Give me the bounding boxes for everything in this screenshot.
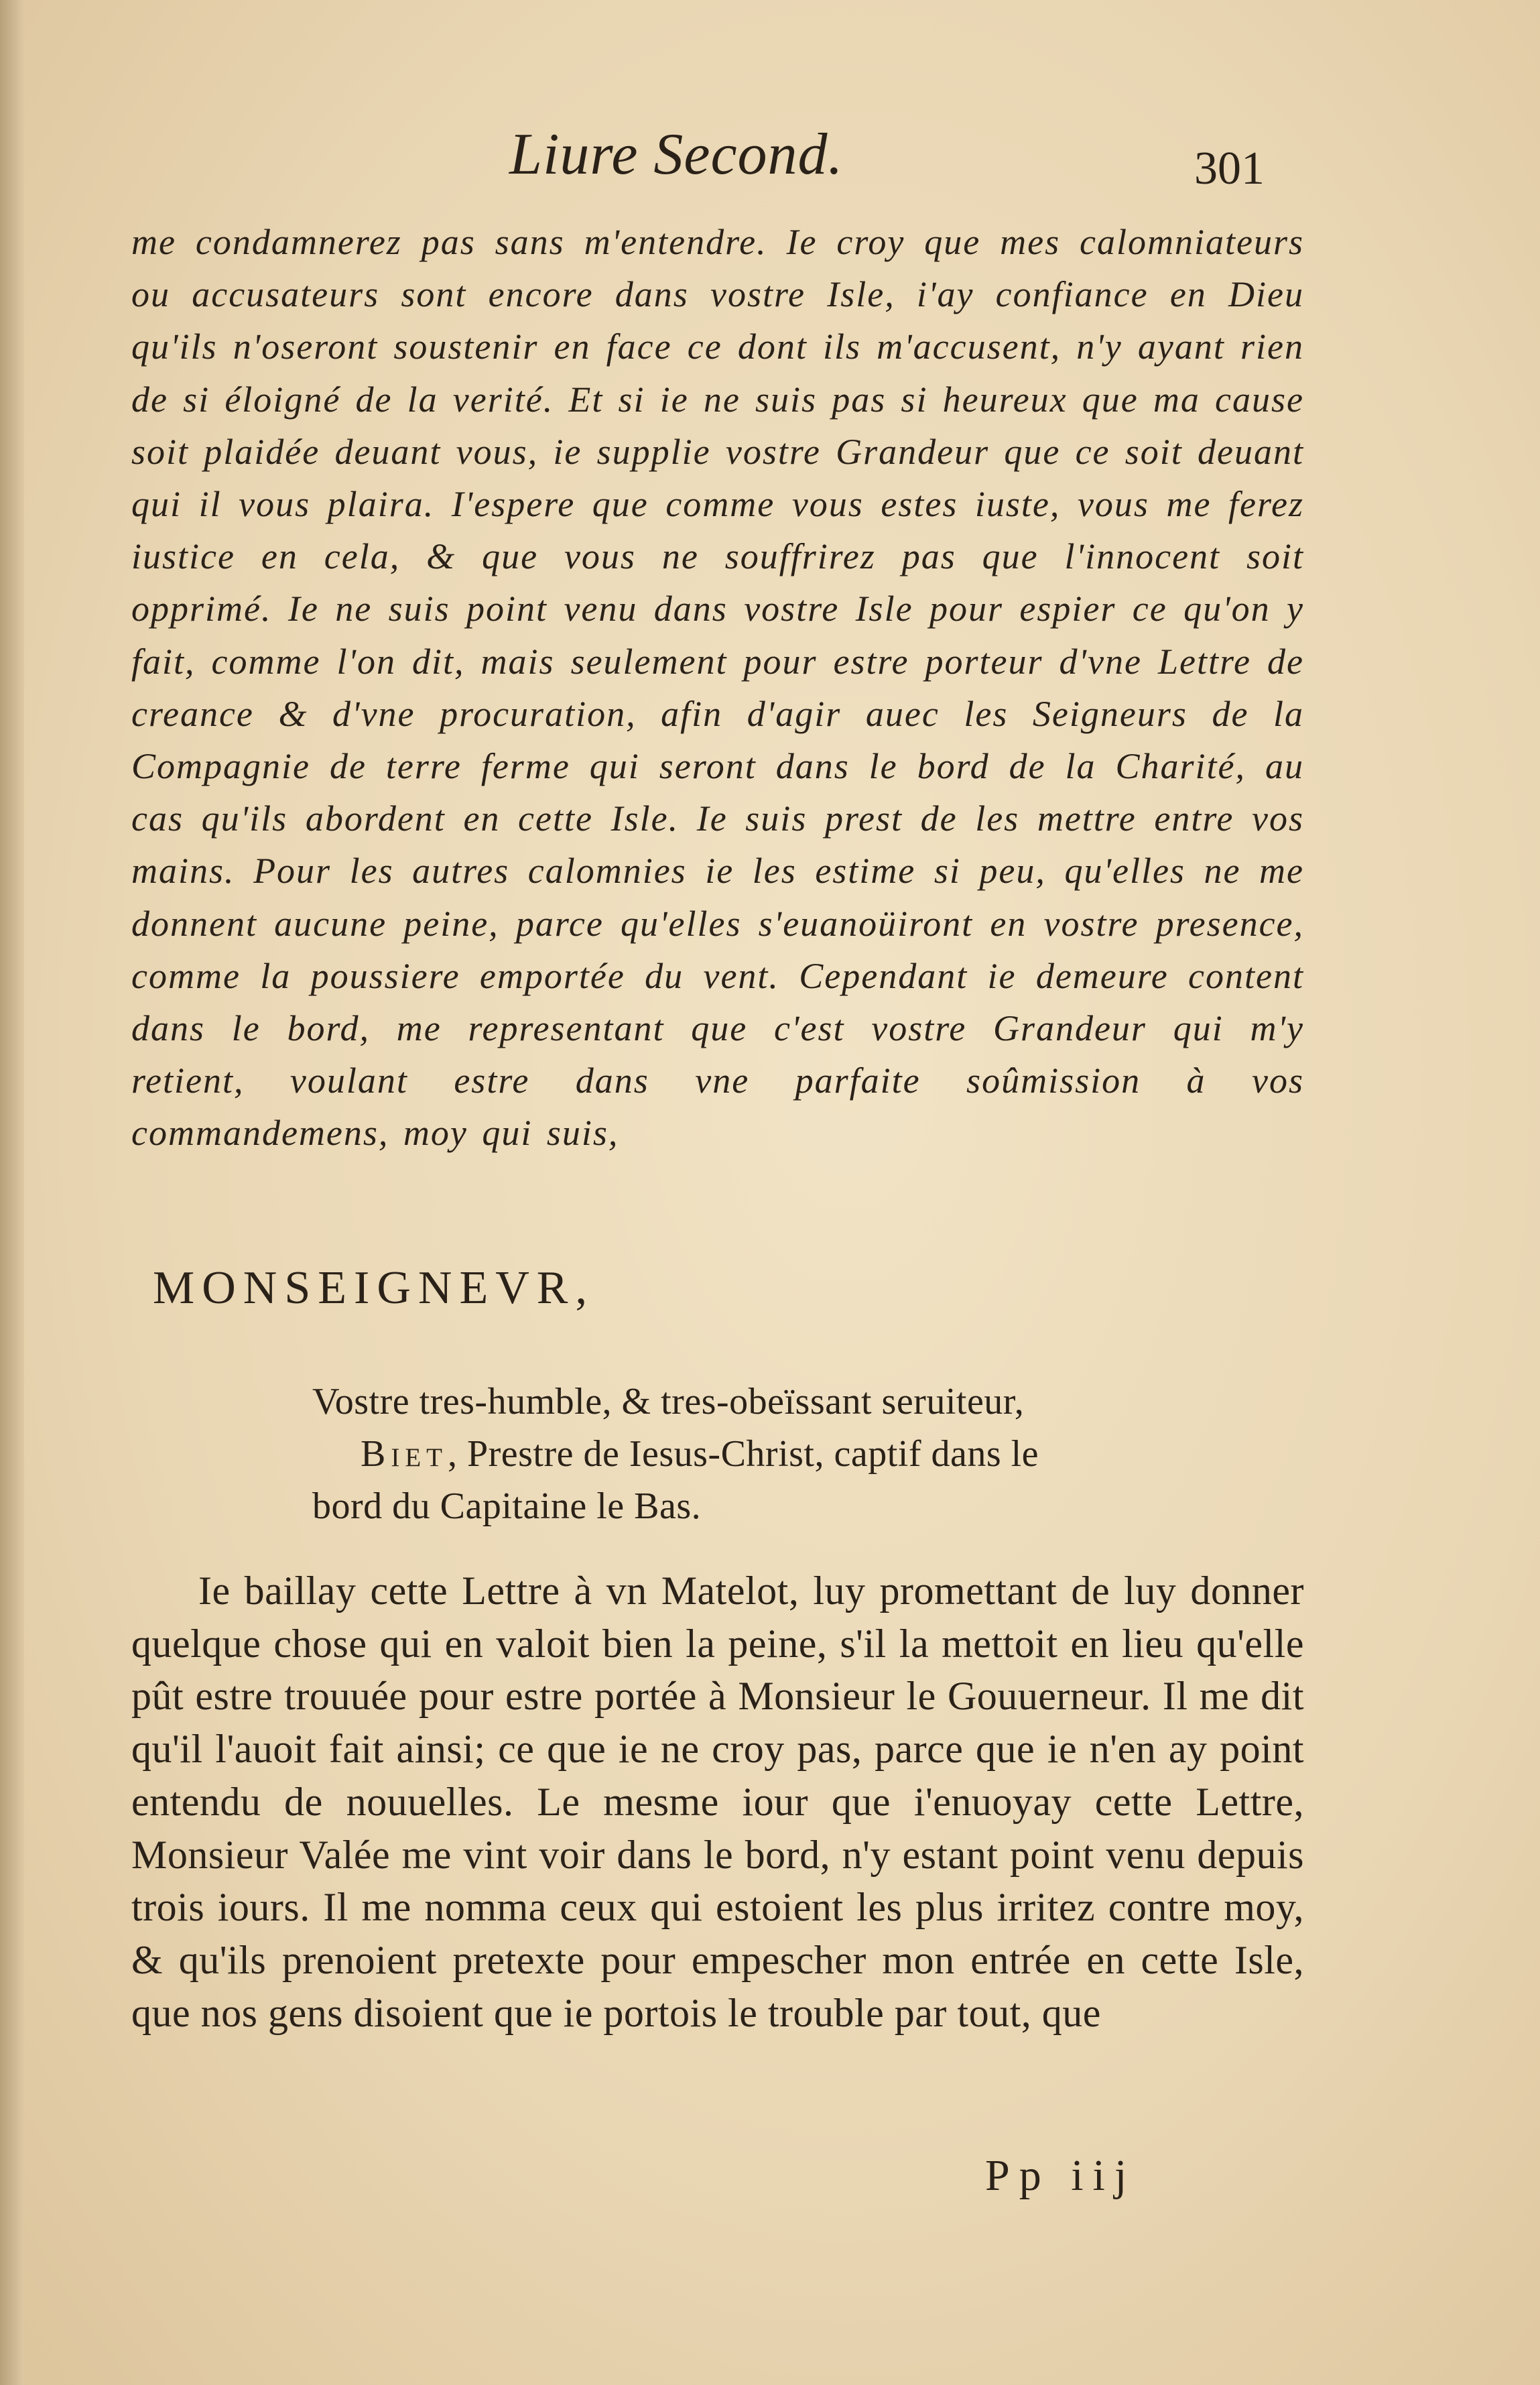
narrative-paragraph xyxy=(131,1565,1304,2039)
signature-title: , Prestre de Iesus-Christ, captif dans le xyxy=(447,1433,1039,1475)
running-head: Liure Second. xyxy=(509,122,844,187)
letter-body: me condamnerez pas sans m'entendre. Ie croy que mes calomniateurs ou accusateurs sont encore dans vostre Isle, i'ay confiance en Dieu qu'ils n'oseront soustenir en face ce dont ils m'accusent, n'y ayant rien de si éloigné de la verité. Et si ie ne suis pas si heureux que ma cause soit plaidée deuant vous, ie supplie vostre Grandeur que ce soit deuant qui il vous plaira. I'espere que comme vous estes iuste, vous me ferez iustice en cela, & que vous ne souffrirez pas que l'innocent soit opprimé. Ie ne suis point venu dans vostre Isle pour espier ce qu'on y fait, comme l'on dit, mais seulement pour estre porteur d'vne Lettre de creance & d'vne procuration, afin d'agir auec les Seigneurs de la Compagnie de terre ferme qui seront dans le bord de la Charité, au cas qu'ils abordent en cette Isle. Ie suis prest de les mettre entre vos mains. Pour les autres calomnies ie les estime si peu, qu'elles ne me donnent aucune peine, parce qu'elles s'euanoüiront en vostre presence, comme la poussiere emportée du vent. Cependant ie demeure content dans le bord, me representant que c'est vostre Grandeur qui m'y retient, voulant estre dans vne parfaite soûmission à vos commandemens, moy qui suis, xyxy=(131,222,1304,1154)
page-number: 301 xyxy=(1194,143,1265,194)
page-edge-shadow xyxy=(0,0,24,2385)
narrative-text: Ie baillay cette Lettre à vn Matelot, luy promettant de luy donner quelque chose qui en valoit bien la peine, s'il la mettoit en lieu qu'elle pût estre trouuée pour estre portée à Monsieur le Gouuerneur. Il me dit qu'il l'auoit fait ainsi; ce que ie ne croy pas, parce que ie n'en ay point entendu de nouuelles. Le mesme iour que i'enuoyay cette Lettre, Monsieur Valée me vint voir dans le bord, n'y estant point venu depuis trois iours. Il me nomma ceux qui estoient les plus irritez contre moy, & qu'ils prenoient pretexte pour empescher mon entrée en cette Isle, que nos gens disoient que ie portois le trouble par tout, que xyxy=(131,1569,1304,2035)
signature-line-1: Vostre tres-humble, & tres-obeïssant seruiteur, xyxy=(312,1381,1025,1422)
signature-name: Biet xyxy=(361,1433,448,1475)
signature-line-2 xyxy=(312,1428,1301,1480)
signature-line-3: bord du Capitaine le Bas. xyxy=(312,1485,702,1527)
signature-block xyxy=(312,1375,1301,1532)
signature-mark: Pp iij xyxy=(985,2151,1137,2200)
salutation: MONSEIGNEVR, xyxy=(153,1262,594,1314)
